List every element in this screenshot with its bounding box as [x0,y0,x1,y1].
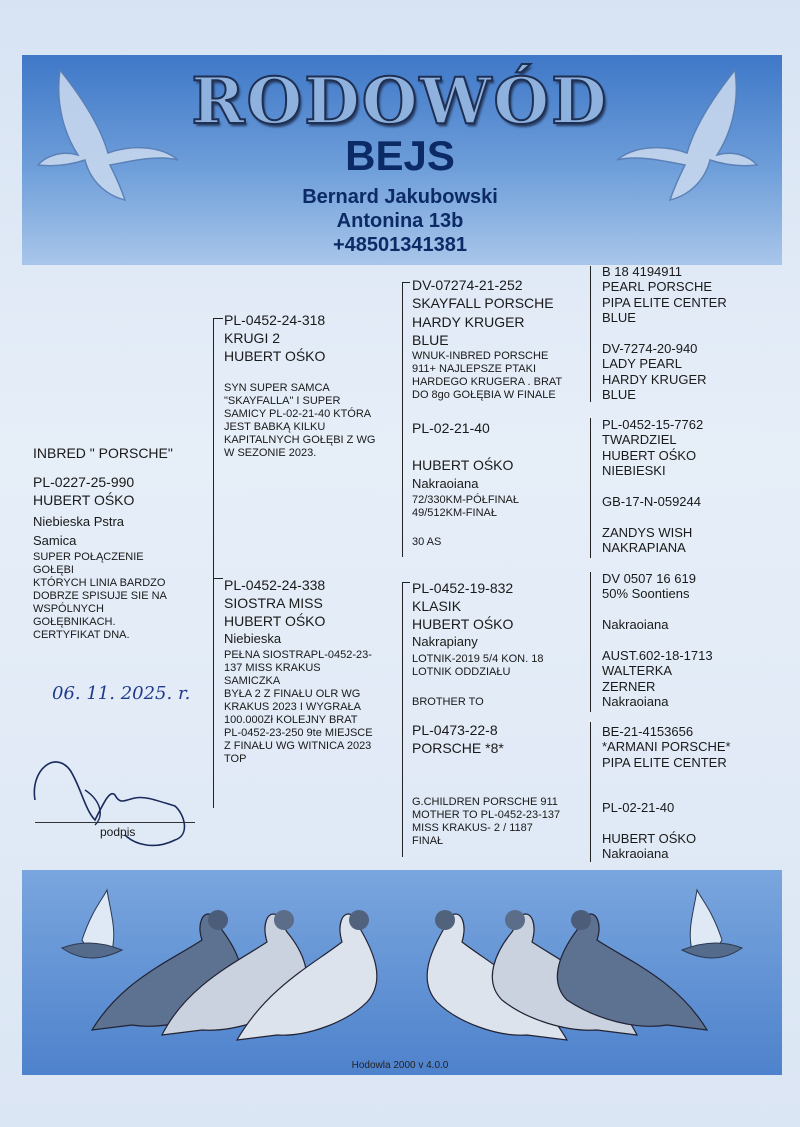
subject-color: Niebieska Pstra [33,514,125,529]
gp-dd-notes: G.CHILDREN PORSCHE 911 MOTHER TO PL-0452-23-137 MISS KRAKUS- 2 / 1187 FINAŁ [412,796,561,847]
signature-label: podpis [100,825,136,839]
gp-ss-notes: WNUK-INBRED PORSCHE 911+ NAJLEPSZE PTAKI HARDEGO KRUGERA . BRAT DO 8go GOŁĘBIA W FINALE [412,350,563,401]
sire-name: KRUGI 2 [224,330,281,346]
signature-mark [25,740,205,860]
ggp-5: DV 0507 16 619 50% Soontiens Nakraoiana [602,571,696,632]
bracket-gen2b [402,582,403,857]
subject-breeder: HUBERT OŚKO [33,492,135,508]
gp-ds-color: Nakrapiany [412,634,478,649]
gp-ss-color: BLUE [412,332,449,348]
bracket-gen1 [213,318,214,808]
gp-ss-name: SKAYFALL PORSCHE [412,295,554,311]
software-version: Hodowla 2000 v 4.0.0 [351,1060,449,1071]
dam-breeder: HUBERT OŚKO [224,613,326,629]
subject-ring: PL-0227-25-990 [33,474,135,490]
gp-dd-ring: PL-0473-22-8 [412,722,498,738]
gp-ss-ring: DV-07274-21-252 [412,277,523,293]
ggp-1: B 18 4194911 PEARL PORSCHE PIPA ELITE CENTER BLUE [602,264,727,325]
gp-ds-extra: BROTHER TO [412,696,484,708]
pigeons-illustration [22,870,782,1075]
owner-name: Bernard Jakubowski [302,186,498,208]
loft-name: BEJS [345,132,455,179]
sire-notes: SYN SUPER SAMCA "SKAYFALLA" I SUPER SAMICY PL-02-21-40 KTÓRA JEST BABKĄ KILKU KAPITALNYCH GOŁĘBI Z WG W SEZONIE 2023. [224,382,376,459]
pigeon-group-right [427,910,707,1040]
gp-sd-breeder: HUBERT OŚKO [412,457,514,473]
gp-sd-color: Nakraoiana [412,476,479,491]
handwritten-date: 06. 11. 2025. r. [52,683,191,704]
sire-breeder: HUBERT OŚKO [224,348,326,364]
signature-line [35,822,195,823]
subject-notes: SUPER POŁĄCZENIE GOŁĘBI KTÓRYCH LINIA BARDZO DOBRZE SPISUJE SIE NA WSPÓLNYCH GOŁĘBNIKACH. CERTYFIKAT DNA. [33,551,167,641]
bracket-gen1-top [213,318,223,319]
bracket-gen2a [402,282,403,557]
gp-sd-notes: 72/330KM-PÓŁFINAŁ 49/512KM-FINAŁ [412,494,519,519]
dam-ring: PL-0452-24-338 [224,577,326,593]
gp-sd-ring: PL-02-21-40 [412,420,490,436]
owner-phone: +48501341381 [332,234,468,256]
bracket-gen2a-top [402,282,410,283]
dam-notes: PEŁNA SIOSTRAPL-0452-23- 137 MISS KRAKUS SAMICZKA BYŁA 2 Z FINAŁU OLR WG KRAKUS 2023 I WYGRAŁA 100.000Zł KOLEJNY BRAT PL-0452-23-250 9te MIEJSCE Z FINAŁU WG WITNICA 2023 TOP [224,649,373,765]
ggp-8: PL-02-21-40 HUBERT OŚKO Nakraoiana [602,800,697,861]
bracket-gen2b-top [402,582,410,583]
bracket-gen3d [590,722,591,862]
dam-color: Niebieska [224,631,282,646]
gp-sd-extra: 30 AS [412,536,442,548]
sire-ring: PL-0452-24-318 [224,312,326,328]
bracket-gen1-bottom [213,578,223,579]
pigeon-group-left [92,910,377,1040]
document-title: RODOWÓD [191,64,609,139]
bracket-gen3c [590,572,591,712]
subject-name: INBRED " PORSCHE" [33,445,173,461]
gp-dd-name: PORSCHE *8* [412,740,504,756]
ggp-7: BE-21-4153656 *ARMANI PORSCHE* PIPA ELITE CENTER [602,724,731,770]
ggp-3: PL-0452-15-7762 TWARDZIEL HUBERT OŚKO NIEBIESKI [602,417,704,478]
gp-ds-name: KLASIK [412,598,462,614]
owner-address: Antonina 13b [336,210,464,232]
ggp-6: AUST.602-18-1713 WALTERKA ZERNER Nakraoiana [602,648,713,709]
bracket-gen3b [590,418,591,558]
dam-name: SIOSTRA MISS [224,595,323,611]
subject-sex: Samica [33,533,77,548]
ggp-4: GB-17-N-059244 ZANDYS WISH NAKRAPIANA [602,494,701,555]
gp-ds-notes: LOTNIK-2019 5/4 KON. 18 LOTNIK ODDZIAŁU [412,653,544,678]
gp-ss-breeder: HARDY KRUGER [412,314,525,330]
gp-ds-breeder: HUBERT OŚKO [412,616,514,632]
bracket-gen3a [590,266,591,402]
gp-ds-ring: PL-0452-19-832 [412,580,514,596]
ggp-2: DV-7274-20-940 LADY PEARL HARDY KRUGER BLUE [602,341,707,402]
